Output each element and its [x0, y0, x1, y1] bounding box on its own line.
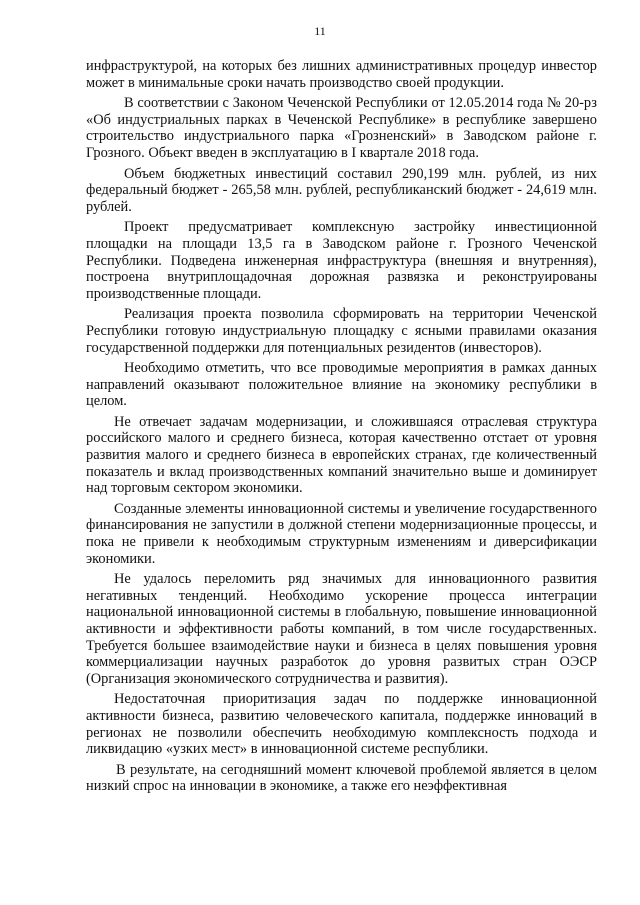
page-number: 11: [314, 24, 326, 38]
paragraph-sector-structure: Не отвечает задачам модернизации, и сложившаяся отраслевая структура российского малого и среднего бизнеса, которая качественно отстает от уровня развития малого и среднего бизнеса в европейских странах, где количественный показатель и вклад производственных компаний значительно выше и доминирует над торговым сектором экономики.: [86, 413, 597, 497]
paragraph-positive-impact: Необходимо отметить, что все проводимые мероприятия в рамках данных направлений оказывают положительное влияние на экономику республики в целом.: [86, 360, 597, 410]
paragraph-project-description: Проект предусматривает комплексную застройку инвестиционной площадки на площади 13,5 га в Заводском районе г. Грозного Чеченской Республики. Подведена инженерная инфраструктура (внешняя и внутренняя), построена внутриплощадочная дорожная развязка и реконструированы производственные площади.: [86, 219, 597, 302]
paragraph-conclusion: В результате, на сегодняшний момент ключевой проблемой является в целом низкий спрос на инновации в экономике, а также его неэффективная: [86, 761, 597, 795]
paragraph-budget-investments: Объем бюджетных инвестиций составил 290,199 млн. рублей, из них федеральный бюджет - 265,58 млн. рублей, республиканский бюджет - 24,619 млн. рублей.: [86, 165, 597, 215]
paragraph-industrial-park-law: В соответствии с Законом Чеченской Республики от 12.05.2014 года № 20-рз «Об индустриальных парках в Чеченской Республике» в республике завершено строительство индустриального парка «Грозненский» в Заводском районе г. Грозного. Объект введен в эксплуатацию в I квартале 2018 года.: [86, 95, 597, 161]
paragraph-industrial-infrastructure: инфраструктурой, на которых без лишних административных процедур инвестор может в минимальные сроки начать производство своей продукции.: [86, 58, 597, 91]
paragraph-innovation-system: Созданные элементы инновационной системы и увеличение государственного финансирования не запустили в должной степени модернизационные процессы, и пока не привели к необходимым структурным изменениям и диверсификации экономики.: [86, 500, 597, 567]
paragraph-negative-trends: Не удалось переломить ряд значимых для инновационного развития негативных тенденций. Необходимо ускорение процесса интеграции национальной инновационной системы в глобальную, повышение инновационной активности и эффективности работы компаний, в том числе государственных. Требуется большее взаимодействие науки и бизнеса в целях повышения уровня коммерциализации научных разработок до уровня развитых стран ОЭСР (Организация экономического сотрудничества и развития).: [86, 571, 597, 687]
paragraph-prioritization: Недостаточная приоритизация задач по поддержке инновационной активности бизнеса, развитию человеческого капитала, поддержке инноваций в регионах не позволили обеспечить необходимую комплексность подхода и ликвидацию «узких мест» в инновационной системе республики.: [86, 691, 597, 758]
document-body: [86, 58, 597, 799]
paragraph-project-result: Реализация проекта позволила сформировать на территории Чеченской Республики готовую индустриальную площадку с ясными правилами оказания государственной поддержки для потенциальных резидентов (инвесторов).: [86, 306, 597, 356]
